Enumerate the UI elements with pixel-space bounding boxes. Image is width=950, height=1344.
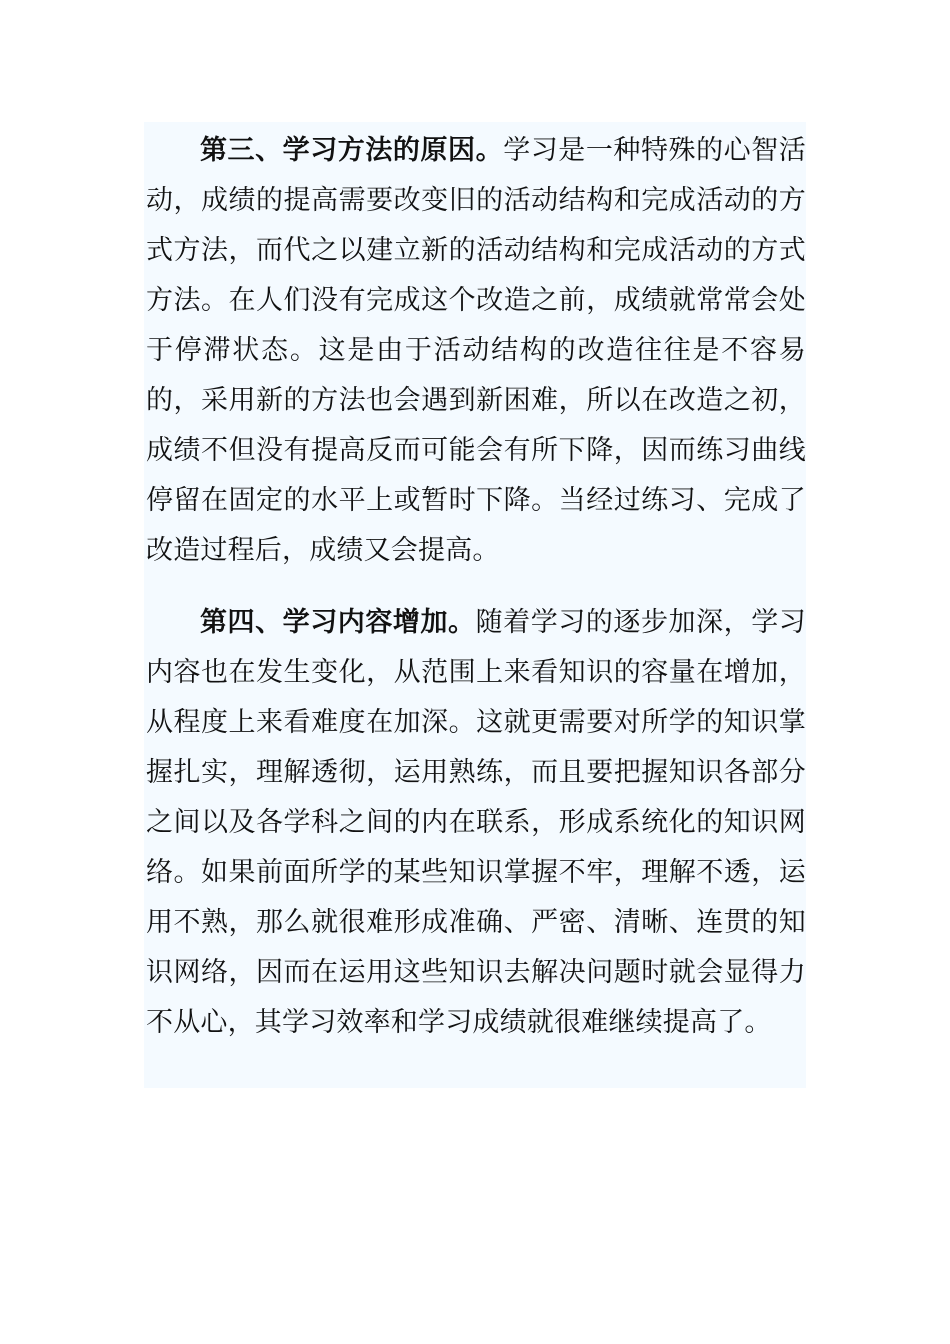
text-body (144, 122, 806, 1088)
paragraph-learning-method (146, 126, 806, 576)
paragraph-heading: 第四、学习内容增加。 (200, 607, 476, 638)
paragraph-heading: 第三、学习方法的原因。 (200, 135, 504, 166)
paragraph-text: 随着学习的逐步加深，学习内容也在发生变化，从范围上来看知识的容量在增加，从程度上来看难度在加深。这就更需要对所学的知识掌握扎实，理解透彻，运用熟练，而且要把握知识各部分之间以及各学科之间的内在联系，形成系统化的知识网络。如果前面所学的某些知识掌握不牢，理解不透，运用不熟，那么就很难形成准确、严密、清晰、连贯的知识网络，因而在运用这些知识去解决问题时就会显得力不从心，其学习效率和学习成绩就很难继续提高了。 (146, 607, 807, 1038)
paragraph-text: 学习是一种特殊的心智活动，成绩的提高需要改变旧的活动结构和完成活动的方式方法，而代之以建立新的活动结构和完成活动的方式方法。在人们没有完成这个改造之前，成绩就常常会处于停滞状态。这是由于活动结构的改造往往是不容易的，采用新的方法也会遇到新困难，所以在改造之初，成绩不但没有提高反而可能会有所下降，因而练习曲线停留在固定的水平上或暂时下降。当经过练习、完成了改造过程后，成绩又会提高。 (146, 135, 807, 566)
paragraph-content-increase (146, 598, 806, 1048)
